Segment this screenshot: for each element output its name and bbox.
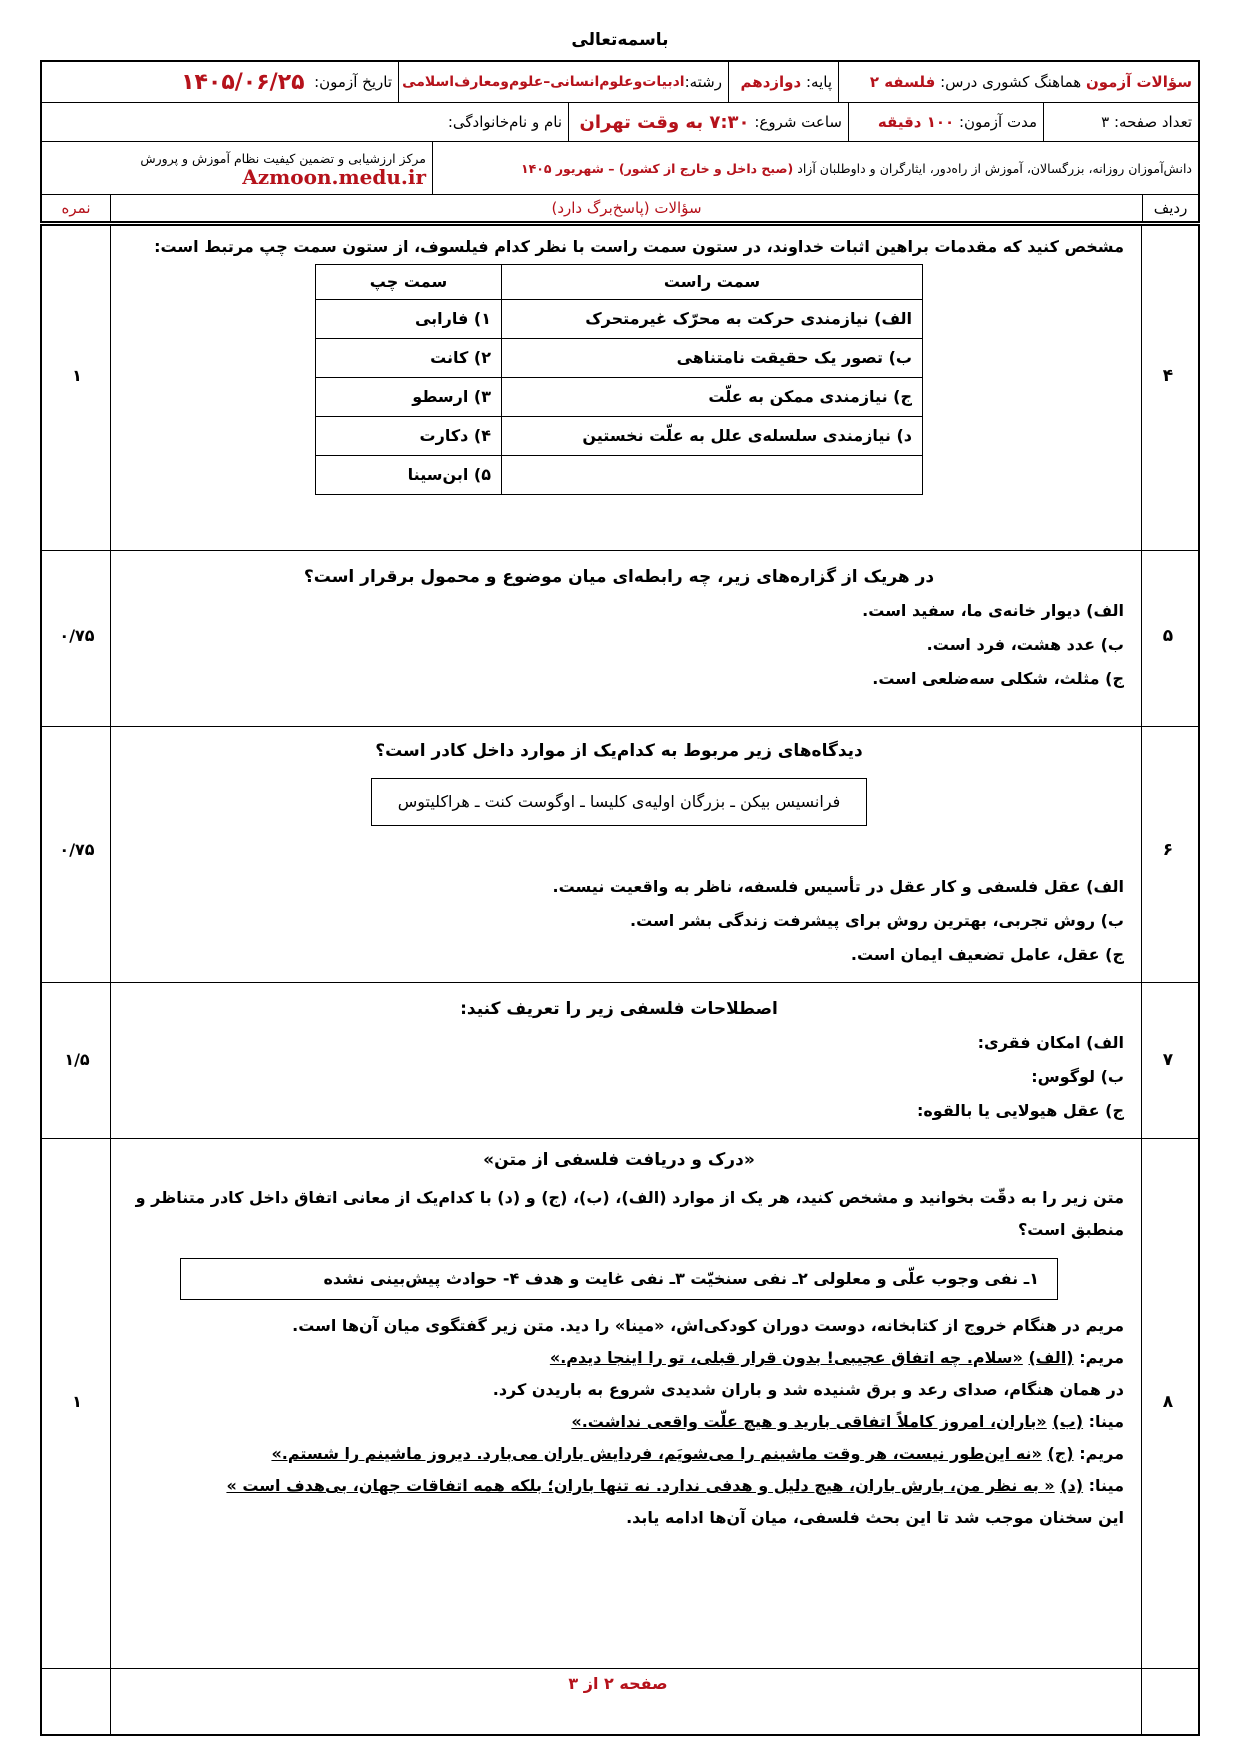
right-item (502, 456, 923, 495)
statement: ب) عدد هشت، فرد است. (926, 635, 1124, 654)
statement: ج) عقل، عامل تضعیف ایمان است. (850, 945, 1124, 964)
left-item: ۲) کانت (316, 339, 502, 378)
right-item: د) نیازمندی سلسله‌ی علل به علّت نخستین (502, 417, 923, 456)
questions-body (40, 224, 1200, 1736)
statement: ب) روش تجربی، بهترین روش برای پیشرفت زندگی بشر است. (630, 911, 1124, 930)
right-item: ب) تصور یک حقیقت نامتناهی (502, 339, 923, 378)
question-score: ۱/۵ (64, 1050, 90, 1069)
narrative-line: مریم در هنگام خروج از کتابخانه، دوست دوران کودکی‌اش، «مینا» را دید. متن زیر گفتگوی میان آن‌ها است. (292, 1316, 1124, 1335)
basmala: باسمه‌تعالی (571, 30, 669, 50)
start-cell: ساعت شروع: ۷:۳۰ به وقت تهران (568, 103, 848, 141)
question-title: دیدگاه‌های زیر مربوط به کدام‌یک از موارد داخل کادر است؟ (375, 741, 863, 761)
header-row-audience (42, 142, 1198, 195)
question-7 (114, 992, 1124, 1128)
col-row-label: ردیف (1142, 195, 1198, 221)
matching-table (315, 264, 923, 495)
statement: الف) دیوار خانه‌ی ما، سفید است. (862, 601, 1124, 620)
question-4 (114, 230, 1124, 495)
question-number: ۶ (1162, 840, 1174, 860)
title-cell: سؤالات آزمون هماهنگ کشوری درس: فلسفه ۲ (838, 62, 1198, 102)
grade-cell: پایه: دوازدهم (728, 62, 838, 102)
duration-cell: مدت آزمون: ۱۰۰ دقیقه (848, 103, 1043, 141)
field-cell: رشته: ادبیات‌وعلوم‌انسانی–علوم‌ومعارف‌اسلامی (398, 62, 728, 102)
header-row-title (42, 62, 1198, 103)
dialogue-line: مریم: (الف) «سلام. چه اتفاق عجیبی! بدون قرار قبلی، تو را اینجا دیدم.» (549, 1348, 1124, 1367)
question-score: ۰/۷۵ (59, 840, 95, 859)
right-item: الف) نیازمندی حرکت به محرّک غیرمتحرک (502, 300, 923, 339)
dialogue-line: مینا: (ب) «باران، امروز کاملاً اتفاقی بارید و هیچ علّت واقعی نداشت.» (571, 1412, 1124, 1431)
question-8 (114, 1144, 1124, 1534)
question-5 (114, 560, 1124, 696)
term: ج) عقل هیولایی یا بالقوه: (916, 1101, 1124, 1120)
right-item: ج) نیازمندی ممکن به علّت (502, 378, 923, 417)
right-column-header: سمت راست (502, 265, 923, 300)
date-cell: تاریخ آزمون: ۱۴۰۵/۰۶/۲۵ (181, 69, 392, 95)
pages-cell: تعداد صفحه: ۳ (1043, 103, 1198, 141)
left-item: ۳) ارسطو (316, 378, 502, 417)
question-score: ۱ (72, 1392, 82, 1411)
question-score: ۰/۷۵ (59, 626, 95, 645)
question-title: اصطلاحات فلسفی زیر را تعریف کنید: (460, 999, 778, 1019)
left-item: ۱) فارابی (316, 300, 502, 339)
question-number: ۷ (1162, 1050, 1174, 1070)
page-footer: صفحه ۲ از ۳ (568, 1674, 668, 1693)
options-box: ۱ـ نفی وجوب علّی و معلولی ۲ـ نفی سنخیّت ۳ـ نفی غایت و هدف ۴- حوادث پیش‌بینی نشده (180, 1258, 1058, 1300)
statement: ج) مثلث، شکلی سه‌ضلعی است. (872, 669, 1124, 688)
audience-cell: دانش‌آموزان روزانه، بزرگسالان، آموزش از راه‌دور، ایثارگران و داوطلبان آزاد (صبح داخل و خارج از کشور) – شهریور ۱۴۰۵ (432, 142, 1198, 194)
narrative-line: در همان هنگام، صدای رعد و برق شنیده شد و باران شدیدی شروع به باریدن کرد. (492, 1380, 1124, 1399)
org-cell: مرکز ارزشیابی و تضمین کیفیت نظام آموزش و پرورش Azmoon.medu.ir (140, 151, 426, 189)
header-row-columns (42, 195, 1198, 221)
left-item: ۴) دکارت (316, 417, 502, 456)
question-6 (114, 734, 1124, 972)
question-number: ۴ (1162, 366, 1174, 386)
narrative-line: این سخنان موجب شد تا این بحث فلسفی، میان آن‌ها ادامه یابد. (626, 1508, 1124, 1527)
dialogue-line: مریم: (ج) «نه این‌طور نیست، هر وقت ماشینم را می‌شویَم، فردایش باران می‌بارد. دیروز ماشینم را شستم.» (271, 1444, 1124, 1463)
question-number: ۵ (1162, 626, 1174, 646)
question-number: ۸ (1162, 1392, 1174, 1412)
left-column-header: سمت چپ (316, 265, 502, 300)
left-item: ۵) ابن‌سینا (316, 456, 502, 495)
name-cell: نام و نام‌خانوادگی: (447, 113, 562, 131)
question-title: «درک و دریافت فلسفی از متن» (483, 1150, 755, 1170)
term: الف) امکان فقری: (977, 1033, 1124, 1052)
statement: الف) عقل فلسفی و کار عقل در تأسیس فلسفه، ناظر به واقعیت نیست. (552, 877, 1124, 896)
col-score-label: نمره (61, 199, 91, 217)
col-questions-label: سؤالات (پاسخ‌برگ دارد) (110, 195, 1142, 221)
question-title: مشخص کنید که مقدمات براهین اثبات خداوند، در ستون سمت راست با نظر کدام فیلسوف، از ستون سمت چپ مرتبط است: (154, 237, 1124, 256)
question-intro: متن زیر را به دقّت بخوانید و مشخص کنید، هر یک از موارد (الف)، (ب)، (ج) و (د) با کدام‌یک از معانی اتفاق داخل کادر متناظر و منطبق است؟ (135, 1188, 1124, 1239)
term: ب) لوگوس: (1031, 1067, 1124, 1086)
exam-website: Azmoon.medu.ir (242, 165, 426, 189)
question-score: ۱ (72, 366, 82, 385)
header-row-info (42, 103, 1198, 142)
options-box: فرانسیس بیکن ـ بزرگان اولیه‌ی کلیسا ـ اوگوست کنت ـ هراکلیتوس (371, 778, 868, 826)
exam-header (40, 60, 1200, 223)
dialogue-line: مینا: (د) « به نظر من، بارش باران، هیچ دلیل و هدفی ندارد. نه تنها باران؛ بلکه همه اتفاقات جهان، بی‌هدف است » (226, 1476, 1124, 1495)
question-title: در هریک از گزاره‌های زیر، چه رابطه‌ای میان موضوع و محمول برقرار است؟ (303, 567, 935, 587)
